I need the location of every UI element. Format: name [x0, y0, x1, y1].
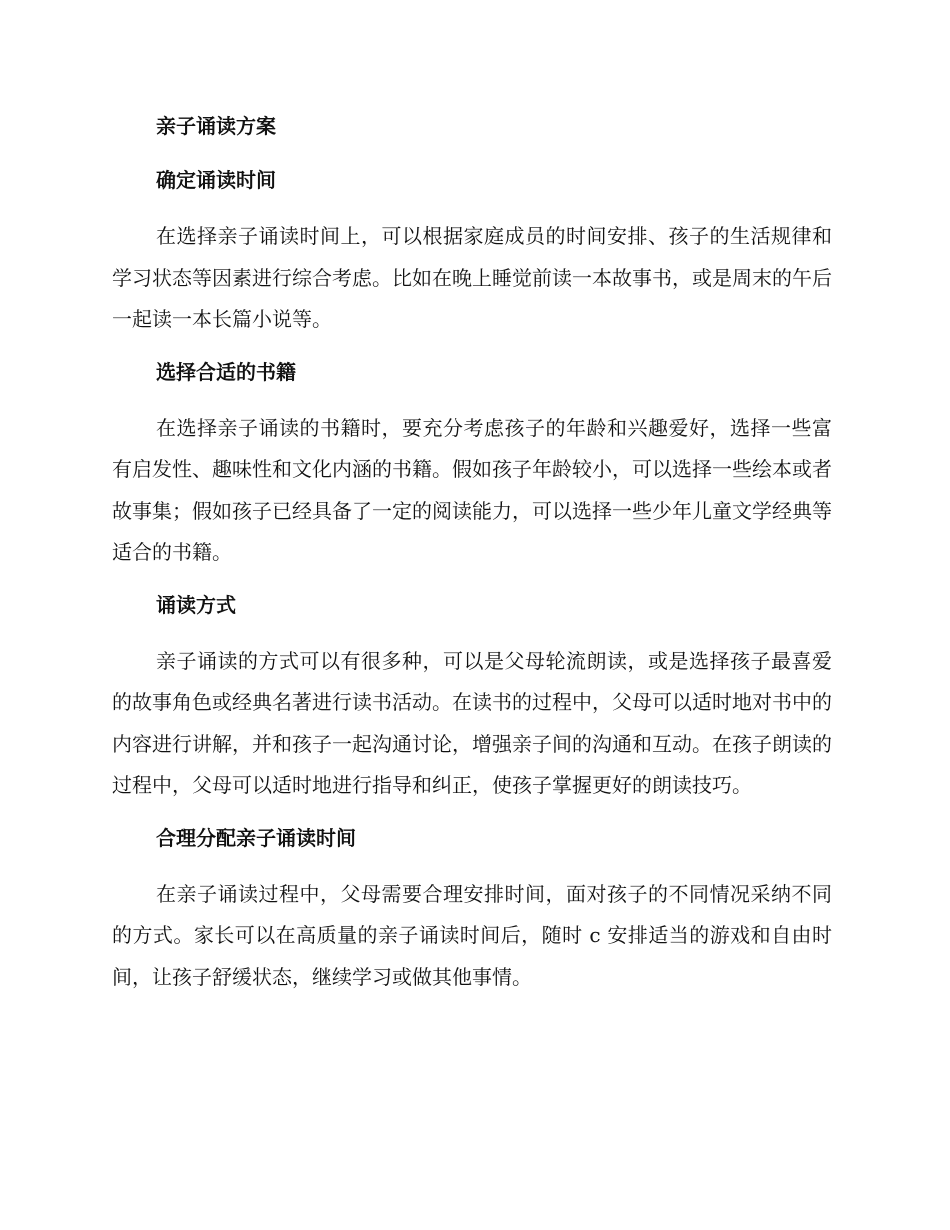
section-body-choose-books: 在选择亲子诵读的书籍时，要充分考虑孩子的年龄和兴趣爱好，选择一些富有启发性、趣味性和文化内涵的书籍。假如孩子年龄较小，可以选择一些绘本或者故事集；假如孩子已经具备了一定的阅读能力，可以选择一些少年儿童文学经典等适合的书籍。 — [112, 415, 832, 564]
section-heading-reading-time: 确定诵读时间 — [156, 168, 276, 192]
section-body-reading-time: 在选择亲子诵读时间上，可以根据家庭成员的时间安排、孩子的生活规律和学习状态等因素进行综合考虑。比如在晚上睡觉前读一本故事书，或是周末的午后一起读一本长篇小说等。 — [112, 224, 832, 331]
section-heading-choose-books: 选择合适的书籍 — [156, 359, 296, 384]
section-body-reading-method: 亲子诵读的方式可以有很多种，可以是父母轮流朗读，或是选择孩子最喜爱的故事角色或经典名著进行读书活动。在读书的过程中，父母可以适时地对书中的内容进行讲解，并和孩子一起沟通讨论，增强亲子间的沟通和互动。在孩子朗读的过程中，父母可以适时地进行指导和纠正，使孩子掌握更好的朗读技巧。 — [112, 648, 832, 797]
document-title: 亲子诵读方案 — [156, 114, 276, 138]
document-page — [112, 108, 832, 1011]
section-heading-reading-method: 诵读方式 — [156, 592, 236, 617]
section-body-time-allocation: 在亲子诵读过程中，父母需要合理安排时间，面对孩子的不同情况采纳不同的方式。家长可以在高质量的亲子诵读时间后，随时 c 安排适当的游戏和自由时间，让孩子舒缓状态，继续学习或做其他事情。 — [112, 881, 832, 989]
section-heading-time-allocation: 合理分配亲子诵读时间 — [156, 825, 356, 850]
